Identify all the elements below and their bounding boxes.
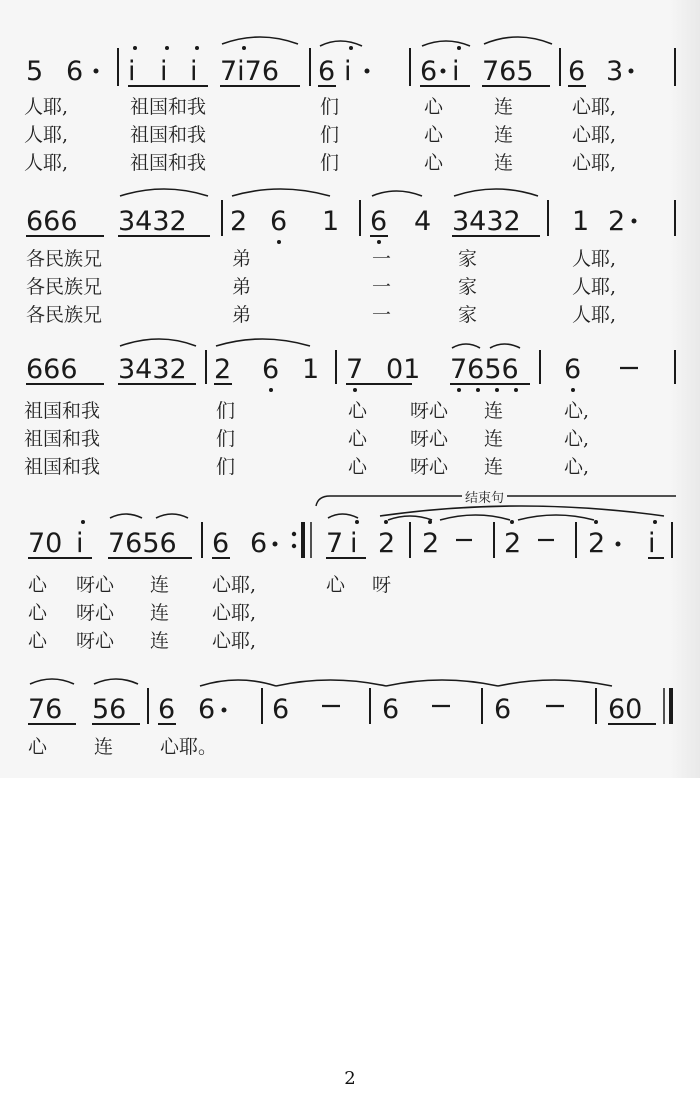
svg-text:i: i bbox=[350, 528, 358, 559]
svg-text:6: 6 bbox=[420, 56, 438, 87]
svg-text:6: 6 bbox=[66, 56, 84, 87]
svg-text:70: 70 bbox=[28, 528, 63, 559]
svg-text:6: 6 bbox=[318, 56, 336, 87]
lyric-line-4-1: 心 呀心 连 心耶, 心 呀 bbox=[28, 574, 392, 596]
svg-text:6: 6 bbox=[270, 206, 288, 237]
svg-text:1: 1 bbox=[322, 206, 340, 237]
svg-text:i: i bbox=[452, 56, 460, 87]
svg-text:56: 56 bbox=[92, 694, 127, 725]
svg-text:6: 6 bbox=[158, 694, 176, 725]
svg-text:6: 6 bbox=[250, 528, 268, 559]
score-system-4 bbox=[0, 488, 700, 664]
page-number: 2 bbox=[344, 1068, 356, 1089]
svg-text:7i76: 7i76 bbox=[220, 56, 280, 87]
lyric-line-1-2: 人耶, 祖国和我 们 心 连 心耶, bbox=[24, 124, 617, 146]
score-system-2 bbox=[0, 188, 700, 338]
svg-text:6: 6 bbox=[198, 694, 216, 725]
svg-text:6: 6 bbox=[212, 528, 230, 559]
svg-text:2: 2 bbox=[422, 528, 440, 559]
svg-text:6: 6 bbox=[382, 694, 400, 725]
svg-text:7656: 7656 bbox=[450, 354, 519, 385]
svg-text:2: 2 bbox=[588, 528, 606, 559]
lyric-line-2-2: 各民族兄 弟 一 家 人耶, bbox=[26, 276, 617, 298]
lyric-line-4-2: 心 呀心 连 心耶, bbox=[28, 602, 257, 624]
svg-text:6: 6 bbox=[568, 56, 586, 87]
lyric-line-1-1: 人耶, 祖国和我 们 心 连 心耶, bbox=[24, 96, 617, 118]
svg-text:4: 4 bbox=[414, 206, 432, 237]
svg-text:i: i bbox=[344, 56, 352, 87]
svg-text:76: 76 bbox=[28, 694, 63, 725]
svg-text:1: 1 bbox=[572, 206, 590, 237]
svg-text:5: 5 bbox=[26, 56, 44, 87]
svg-text:7: 7 bbox=[346, 354, 364, 385]
svg-text:6: 6 bbox=[272, 694, 290, 725]
svg-text:2: 2 bbox=[504, 528, 522, 559]
lyric-line-3-2: 祖国和我 们 心 呀心 连 心, bbox=[24, 428, 590, 450]
svg-text:7656: 7656 bbox=[108, 528, 177, 559]
svg-text:i: i bbox=[128, 56, 136, 87]
svg-text:1: 1 bbox=[302, 354, 320, 385]
score-system-3 bbox=[0, 338, 700, 488]
svg-text:6: 6 bbox=[564, 354, 582, 385]
svg-text:01: 01 bbox=[386, 354, 421, 385]
svg-text:666: 666 bbox=[26, 354, 78, 385]
svg-text:i: i bbox=[160, 56, 168, 87]
lyric-line-5-1: 心 连 心耶。 bbox=[28, 736, 218, 758]
score-system-5 bbox=[0, 672, 700, 772]
svg-text:60: 60 bbox=[608, 694, 643, 725]
svg-text:3432: 3432 bbox=[118, 354, 187, 385]
lyric-line-2-1: 各民族兄 弟 一 家 人耶, bbox=[26, 248, 617, 270]
svg-text:2: 2 bbox=[214, 354, 232, 385]
svg-text:i: i bbox=[190, 56, 198, 87]
svg-text:2: 2 bbox=[378, 528, 396, 559]
lyric-line-4-3: 心 呀心 连 心耶, bbox=[28, 630, 257, 652]
svg-text:765: 765 bbox=[482, 56, 534, 87]
svg-text:6: 6 bbox=[262, 354, 280, 385]
svg-text:2: 2 bbox=[230, 206, 248, 237]
lyric-line-2-3: 各民族兄 弟 一 家 人耶, bbox=[26, 304, 617, 326]
svg-text:7: 7 bbox=[326, 528, 344, 559]
svg-text:3432: 3432 bbox=[118, 206, 187, 237]
lyric-line-3-3: 祖国和我 们 心 呀心 连 心, bbox=[24, 456, 590, 478]
svg-text:i: i bbox=[648, 528, 656, 559]
svg-text:i: i bbox=[76, 528, 84, 559]
svg-text:6: 6 bbox=[494, 694, 512, 725]
lyric-line-1-3: 人耶, 祖国和我 们 心 连 心耶, bbox=[24, 152, 617, 174]
ending-label: 结束句 bbox=[462, 487, 507, 506]
svg-text:666: 666 bbox=[26, 206, 78, 237]
svg-text:3: 3 bbox=[606, 56, 624, 87]
svg-text:3432: 3432 bbox=[452, 206, 521, 237]
lyric-line-3-1: 祖国和我 们 心 呀心 连 心, bbox=[24, 400, 590, 422]
svg-text:6: 6 bbox=[370, 206, 388, 237]
score-system-1 bbox=[0, 28, 700, 188]
svg-text:2: 2 bbox=[608, 206, 626, 237]
